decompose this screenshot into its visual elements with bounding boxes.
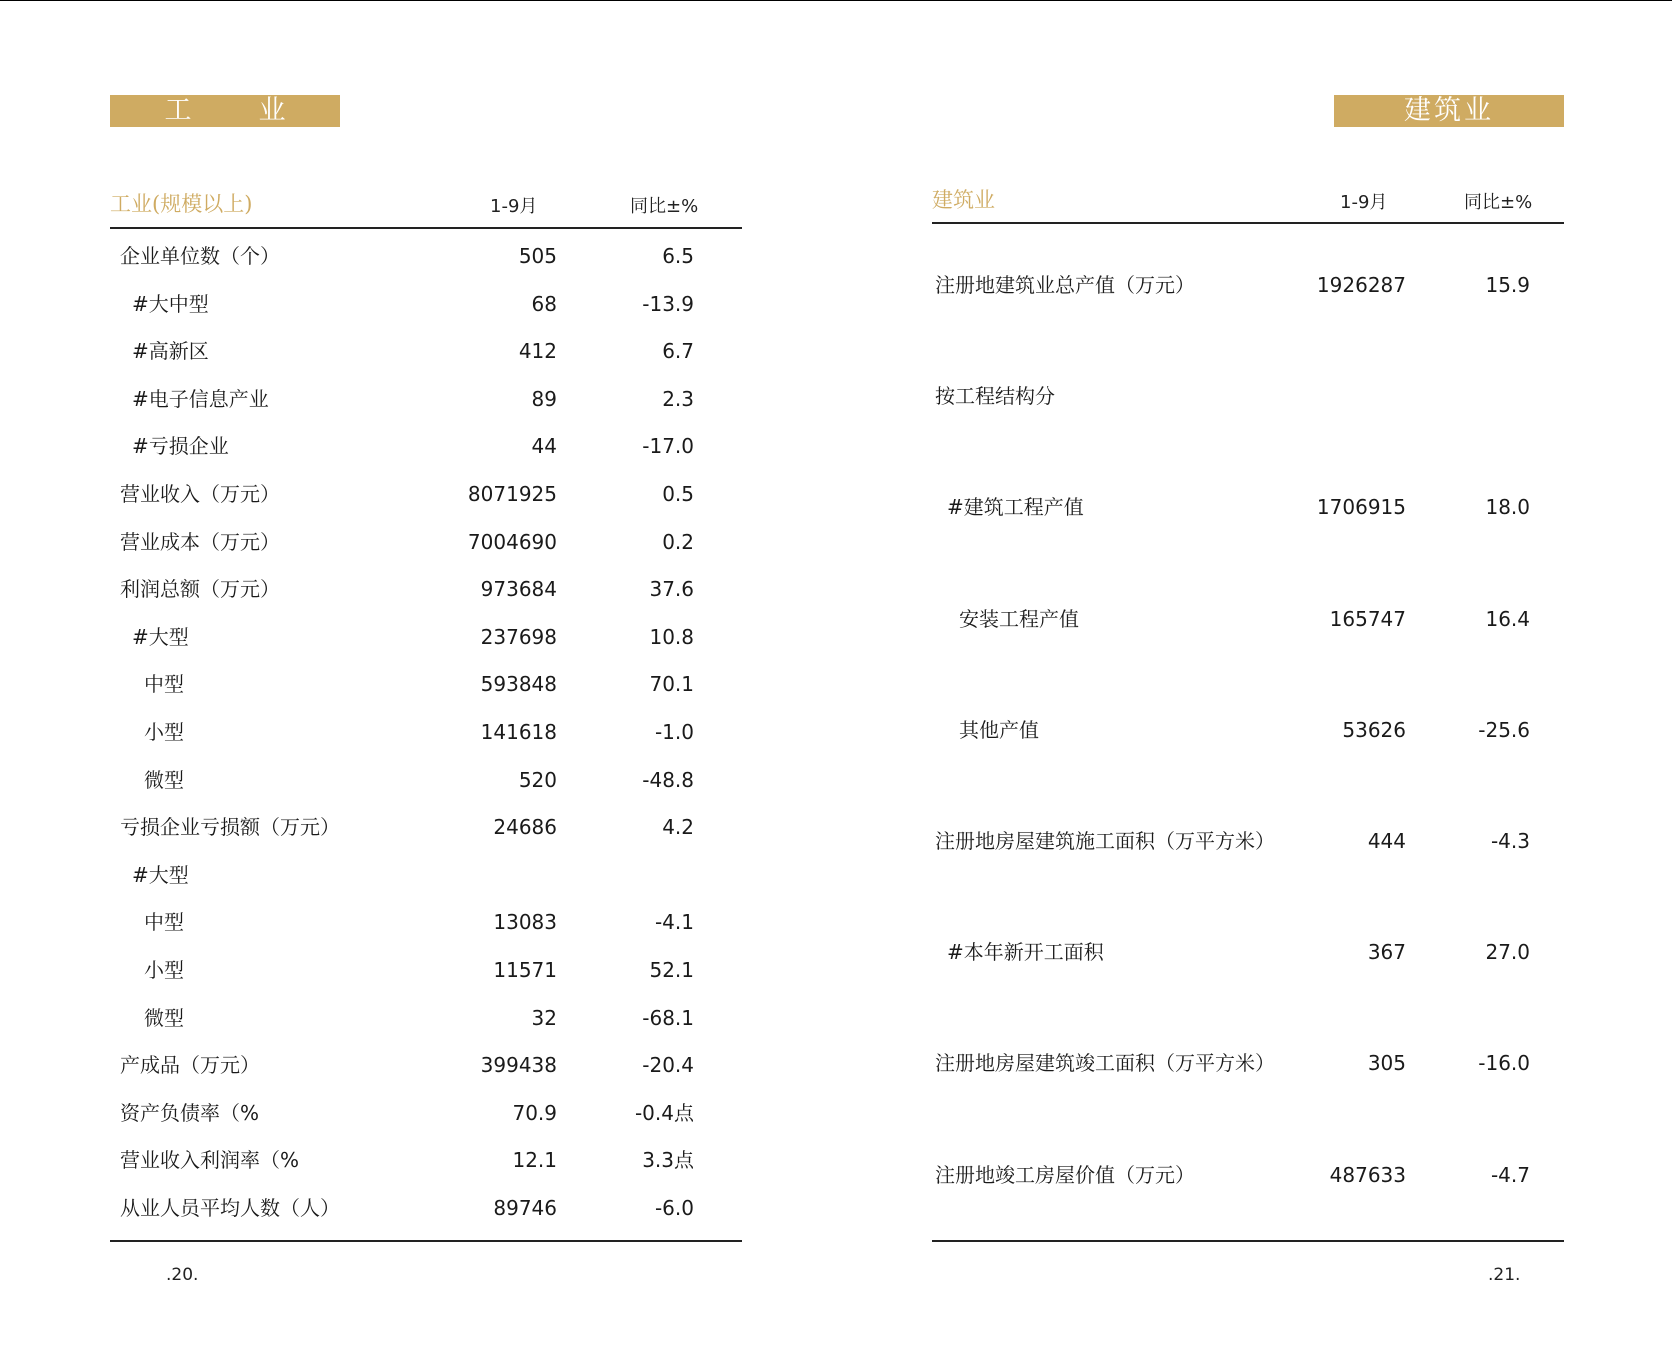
table-row xyxy=(110,804,742,852)
row-yoy-change: 3.3点 xyxy=(642,1148,694,1173)
table-header-industry xyxy=(110,192,742,222)
row-value: 24686 xyxy=(493,815,557,840)
row-yoy-change: 27.0 xyxy=(1485,940,1530,965)
table-row xyxy=(932,1008,1564,1119)
section-banner-industry: 工 业 xyxy=(110,95,340,127)
row-value: 520 xyxy=(518,767,557,792)
table-row xyxy=(110,233,742,281)
row-label: 营业收入（万元） xyxy=(120,481,280,506)
construction-table xyxy=(932,230,1564,1231)
table-title-industry: 工业(规模以上) xyxy=(110,192,253,216)
table-row xyxy=(110,852,742,900)
row-value: 53626 xyxy=(1342,717,1406,742)
column-header-period: 1-9月 xyxy=(1340,192,1388,213)
table-row xyxy=(110,328,742,376)
row-yoy-change: -0.4点 xyxy=(634,1100,694,1125)
row-yoy-change: 0.5 xyxy=(662,481,694,506)
table-row xyxy=(110,376,742,424)
row-yoy-change: -4.7 xyxy=(1490,1162,1530,1187)
row-label: 注册地竣工房屋价值（万元） xyxy=(935,1162,1195,1187)
row-label: 注册地建筑业总产值（万元） xyxy=(935,273,1195,297)
row-yoy-change: -17.0 xyxy=(642,434,694,459)
row-label: #大中型 xyxy=(132,291,209,316)
table-row xyxy=(110,566,742,614)
row-yoy-change: -13.9 xyxy=(642,291,694,316)
table-row xyxy=(932,452,1564,563)
row-yoy-change: 0.2 xyxy=(662,529,694,554)
row-label: #高新区 xyxy=(132,339,209,364)
row-value: 68 xyxy=(531,291,557,316)
row-yoy-change: 10.8 xyxy=(649,624,694,649)
header-rule xyxy=(110,227,742,229)
row-label: #本年新开工面积 xyxy=(947,940,1104,965)
row-yoy-change: 2.3 xyxy=(662,386,694,411)
table-row xyxy=(110,1185,742,1233)
header-rule xyxy=(932,222,1564,224)
row-yoy-change: -4.1 xyxy=(654,910,694,935)
row-label: 微型 xyxy=(144,1005,184,1030)
row-yoy-change: 52.1 xyxy=(649,957,694,982)
page-number: .20. xyxy=(166,1265,199,1285)
table-row xyxy=(110,519,742,567)
row-value: 1706915 xyxy=(1316,495,1406,520)
table-row xyxy=(932,564,1564,675)
row-yoy-change: -20.4 xyxy=(642,1053,694,1078)
row-yoy-change: -16.0 xyxy=(1478,1051,1530,1076)
row-yoy-change: 15.9 xyxy=(1485,273,1530,297)
row-label: #大型 xyxy=(132,624,189,649)
row-label: #亏损企业 xyxy=(132,434,229,459)
row-value: 1926287 xyxy=(1316,273,1406,297)
row-value: 8071925 xyxy=(467,481,557,506)
table-row xyxy=(110,709,742,757)
row-label: 产成品（万元） xyxy=(120,1053,260,1078)
table-row xyxy=(110,423,742,471)
table-row xyxy=(932,786,1564,897)
row-value: 165747 xyxy=(1329,606,1406,631)
row-label: 其他产值 xyxy=(959,717,1039,742)
row-value: 487633 xyxy=(1329,1162,1406,1187)
row-value: 12.1 xyxy=(512,1148,557,1173)
row-value: 444 xyxy=(1367,828,1406,853)
table-row xyxy=(932,897,1564,1008)
row-yoy-change: -48.8 xyxy=(642,767,694,792)
row-label: 营业成本（万元） xyxy=(120,529,280,554)
row-label: 利润总额（万元） xyxy=(120,577,280,602)
row-value: 505 xyxy=(518,244,557,268)
row-label: 中型 xyxy=(144,672,184,697)
page-industry xyxy=(110,0,742,1353)
row-value: 141618 xyxy=(480,719,557,744)
page-number: .21. xyxy=(1488,1265,1521,1285)
row-label: 资产负债率（% xyxy=(120,1100,260,1125)
row-label: #大型 xyxy=(132,862,189,887)
row-yoy-change: 4.2 xyxy=(662,815,694,840)
row-yoy-change: 16.4 xyxy=(1485,606,1530,631)
row-yoy-change: -25.6 xyxy=(1478,717,1530,742)
table-title-construction: 建筑业 xyxy=(932,188,995,212)
table-row xyxy=(932,230,1564,341)
row-value: 89746 xyxy=(493,1195,557,1220)
column-header-yoy: 同比±% xyxy=(1464,192,1533,213)
row-label: 注册地房屋建筑施工面积（万平方米） xyxy=(935,828,1275,853)
row-label: #建筑工程产值 xyxy=(947,495,1084,520)
row-value: 11571 xyxy=(493,957,557,982)
row-value: 367 xyxy=(1367,940,1406,965)
row-value: 973684 xyxy=(480,577,557,602)
row-yoy-change: 37.6 xyxy=(649,577,694,602)
industry-table xyxy=(110,233,742,1232)
row-value: 70.9 xyxy=(512,1100,557,1125)
row-value: 593848 xyxy=(480,672,557,697)
row-label: 小型 xyxy=(144,957,184,982)
section-banner-construction: 建筑业 xyxy=(1334,95,1564,127)
row-label: 按工程结构分 xyxy=(935,384,1055,409)
row-label: 微型 xyxy=(144,767,184,792)
table-row xyxy=(110,1042,742,1090)
row-value: 13083 xyxy=(493,910,557,935)
bottom-rule xyxy=(932,1240,1564,1242)
table-row xyxy=(110,995,742,1043)
row-label: #电子信息产业 xyxy=(132,386,269,411)
row-value: 89 xyxy=(531,386,557,411)
row-value: 305 xyxy=(1367,1051,1406,1076)
row-yoy-change: 6.5 xyxy=(662,244,694,268)
table-row xyxy=(932,675,1564,786)
row-yoy-change: -68.1 xyxy=(642,1005,694,1030)
table-header-construction xyxy=(932,188,1564,218)
page-construction xyxy=(932,0,1564,1353)
row-yoy-change: -4.3 xyxy=(1490,828,1530,853)
table-row xyxy=(932,1120,1564,1231)
row-label: 企业单位数（个） xyxy=(120,244,280,268)
row-value: 237698 xyxy=(480,624,557,649)
table-row xyxy=(110,1137,742,1185)
table-row xyxy=(110,899,742,947)
row-label: 营业收入利润率（% xyxy=(120,1148,300,1173)
table-row xyxy=(110,661,742,709)
row-value: 32 xyxy=(531,1005,557,1030)
row-yoy-change: 70.1 xyxy=(649,672,694,697)
table-row xyxy=(110,757,742,805)
column-header-period: 1-9月 xyxy=(490,196,538,217)
row-value: 412 xyxy=(518,339,557,364)
row-value: 7004690 xyxy=(467,529,557,554)
table-row xyxy=(110,1090,742,1138)
row-label: 注册地房屋建筑竣工面积（万平方米） xyxy=(935,1051,1275,1076)
row-label: 安装工程产值 xyxy=(959,606,1079,631)
table-row xyxy=(110,471,742,519)
row-label: 小型 xyxy=(144,719,184,744)
row-yoy-change: 18.0 xyxy=(1485,495,1530,520)
row-label: 亏损企业亏损额（万元） xyxy=(120,815,340,840)
row-yoy-change: 6.7 xyxy=(662,339,694,364)
table-row xyxy=(110,281,742,329)
row-yoy-change: -6.0 xyxy=(654,1195,694,1220)
row-label: 从业人员平均人数（人） xyxy=(120,1195,340,1220)
table-row xyxy=(110,947,742,995)
row-label: 中型 xyxy=(144,910,184,935)
table-row xyxy=(932,341,1564,452)
row-value: 44 xyxy=(531,434,557,459)
bottom-rule xyxy=(110,1240,742,1242)
row-yoy-change: -1.0 xyxy=(654,719,694,744)
column-header-yoy: 同比±% xyxy=(630,196,699,217)
row-value: 399438 xyxy=(480,1053,557,1078)
table-row xyxy=(110,614,742,662)
